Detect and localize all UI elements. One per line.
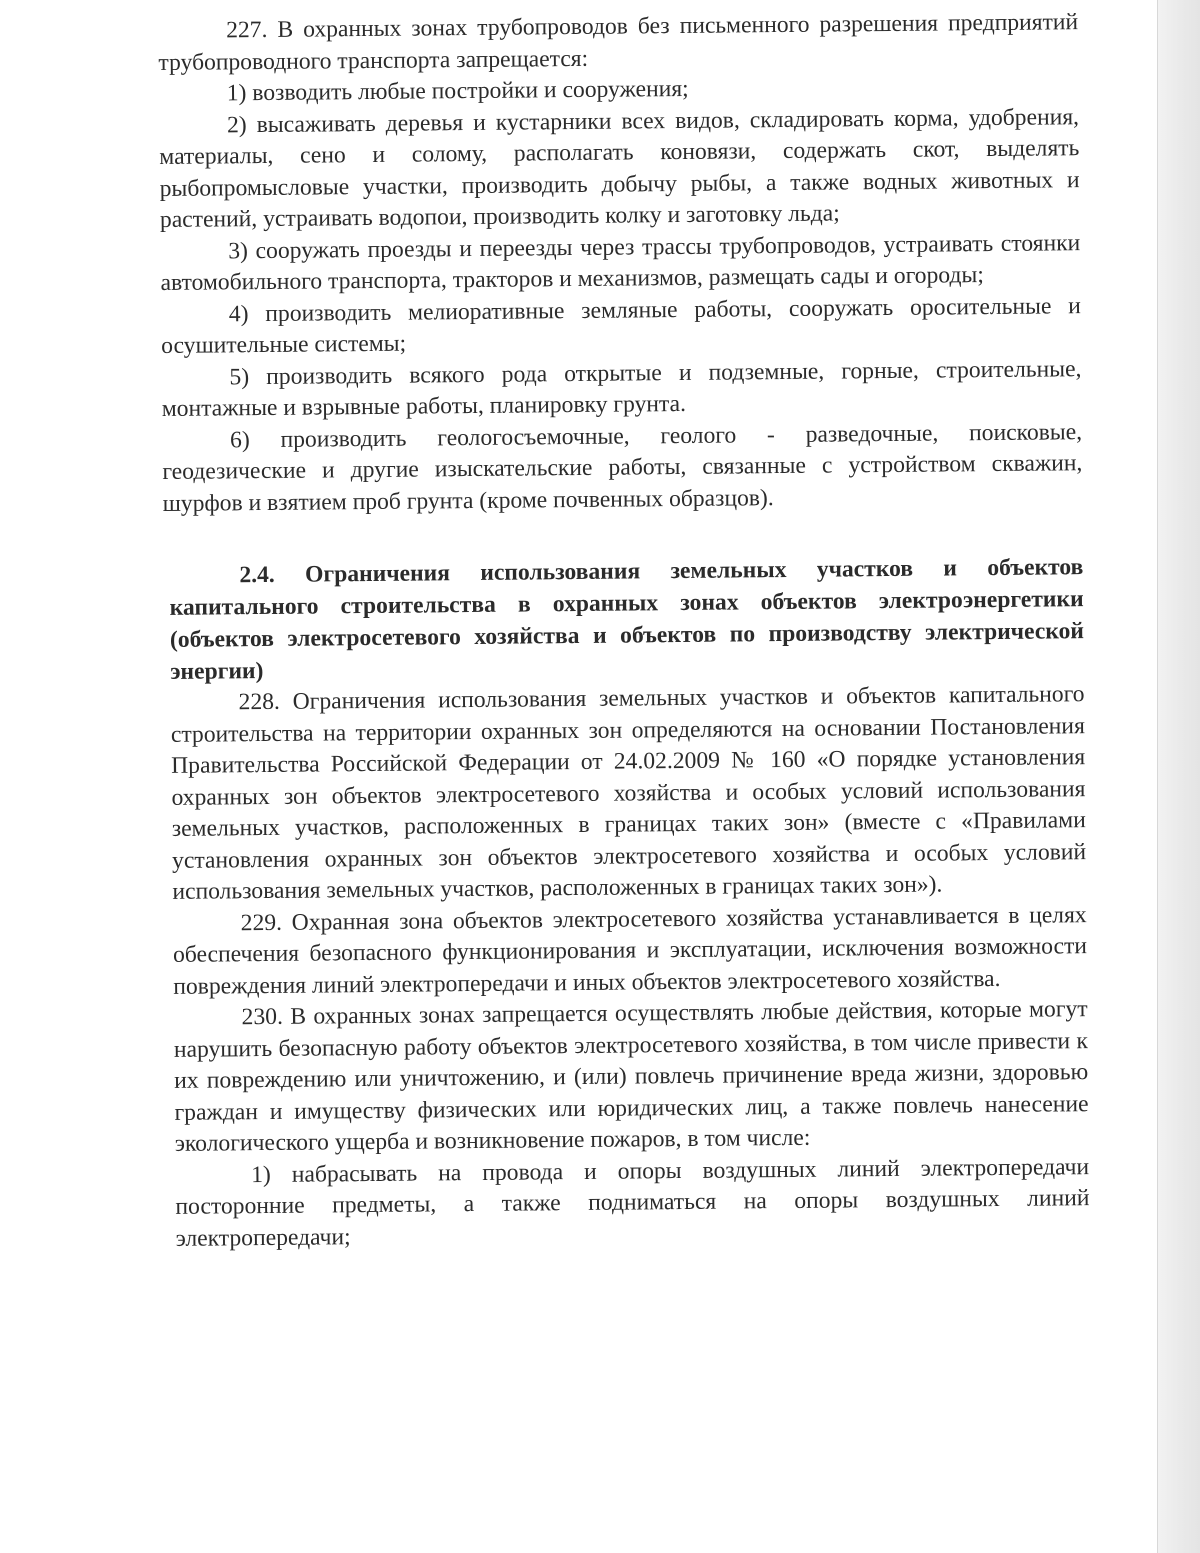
paragraph-227-item-4: 4) производить мелиоративные земляные работы, сооружать оросительные и осушительные системы; (161, 292, 1081, 359)
paragraph-227-item-2: 2) высаживать деревья и кустарники всех видов, складировать корма, удобрения, материалы, сено и солому, располагать коновязи, содержать скот, выделять рыбопромысловые участки, производить добычу рыбы, а также водных животных и растений, устраивать водопои, производить колку и заготовку льда; (159, 103, 1080, 233)
document-page (158, 7, 1090, 1255)
section-heading-2-4: 2.4. Ограничения использования земельных участков и объектов капитального строительства в охранных зонах объектов электроэнергетики (объектов электросетевого хозяйства и объектов по производству электрической энергии) (169, 554, 1085, 685)
paragraph-229: 229. Охранная зона объектов электросетевого хозяйства устанавливается в целях обеспечения безопасного функционирования и эксплуатации, исключения возможности повреждения линий электропередачи и иных объектов электросетевого хозяйства. (172, 901, 1088, 1000)
paragraph-227-item-3: 3) сооружать проезды и переезды через трассы трубопроводов, устраивать стоянки автомобильного транспорта, тракторов и механизмов, размещать сады и огороды; (160, 229, 1081, 296)
scan-page-edge (1157, 0, 1200, 1553)
paragraph-227-item-5: 5) производить всякого рода открытые и подземные, горные, строительные, монтажные и взрывные работы, планировку грунта. (161, 355, 1082, 422)
paragraph-230-item-1: 1) набрасывать на провода и опоры воздушных линий электропередачи посторонние предметы, а также подниматься на опоры воздушных линий электропередачи; (175, 1153, 1090, 1252)
paragraph-227-item-1: 1) возводить любые постройки и сооружения; (226, 75, 689, 107)
paragraph-230: 230. В охранных зонах запрещается осуществлять любые действия, которые могут нарушить безопасную работу объектов электросетевого хозяйства, в том числе привести к их повреждению или уничтожению, и (или) повлечь причинение вреда жизни, здоровью граждан и имуществу физических или юридических лиц, а также повлечь нанесение экологического ущерба и возникновение пожаров, в том числе: (173, 996, 1089, 1157)
paragraph-227: 227. В охранных зонах трубопроводов без письменного разрешения предприятий трубопроводного транспорта запрещается: (158, 9, 1079, 76)
paragraph-228: 228. Ограничения использования земельных участков и объектов капитального строительства на территории охранных зон определяются на основании Постановления Правительства Российской Федерации от 24.02.2009 № 160 «О порядке установления охранных зон объектов электросетевого хозяйства и особых условий использования земельных участков, расположенных в границах таких зон» (вместе с «Правилами установления охранных зон объектов электросетевого хозяйства и особых условий использования земельных участков, расположенных в границах таких зон»). (170, 681, 1087, 905)
section-2-4 (169, 551, 1090, 1255)
paragraph-227-item-6: 6) производить геологосъемочные, геолого - разведочные, поисковые, геодезические и другие изыскательские работы, связанные с устройством скважин, шурфов и взятием проб грунта (кроме почвенных образцов). (162, 418, 1083, 517)
